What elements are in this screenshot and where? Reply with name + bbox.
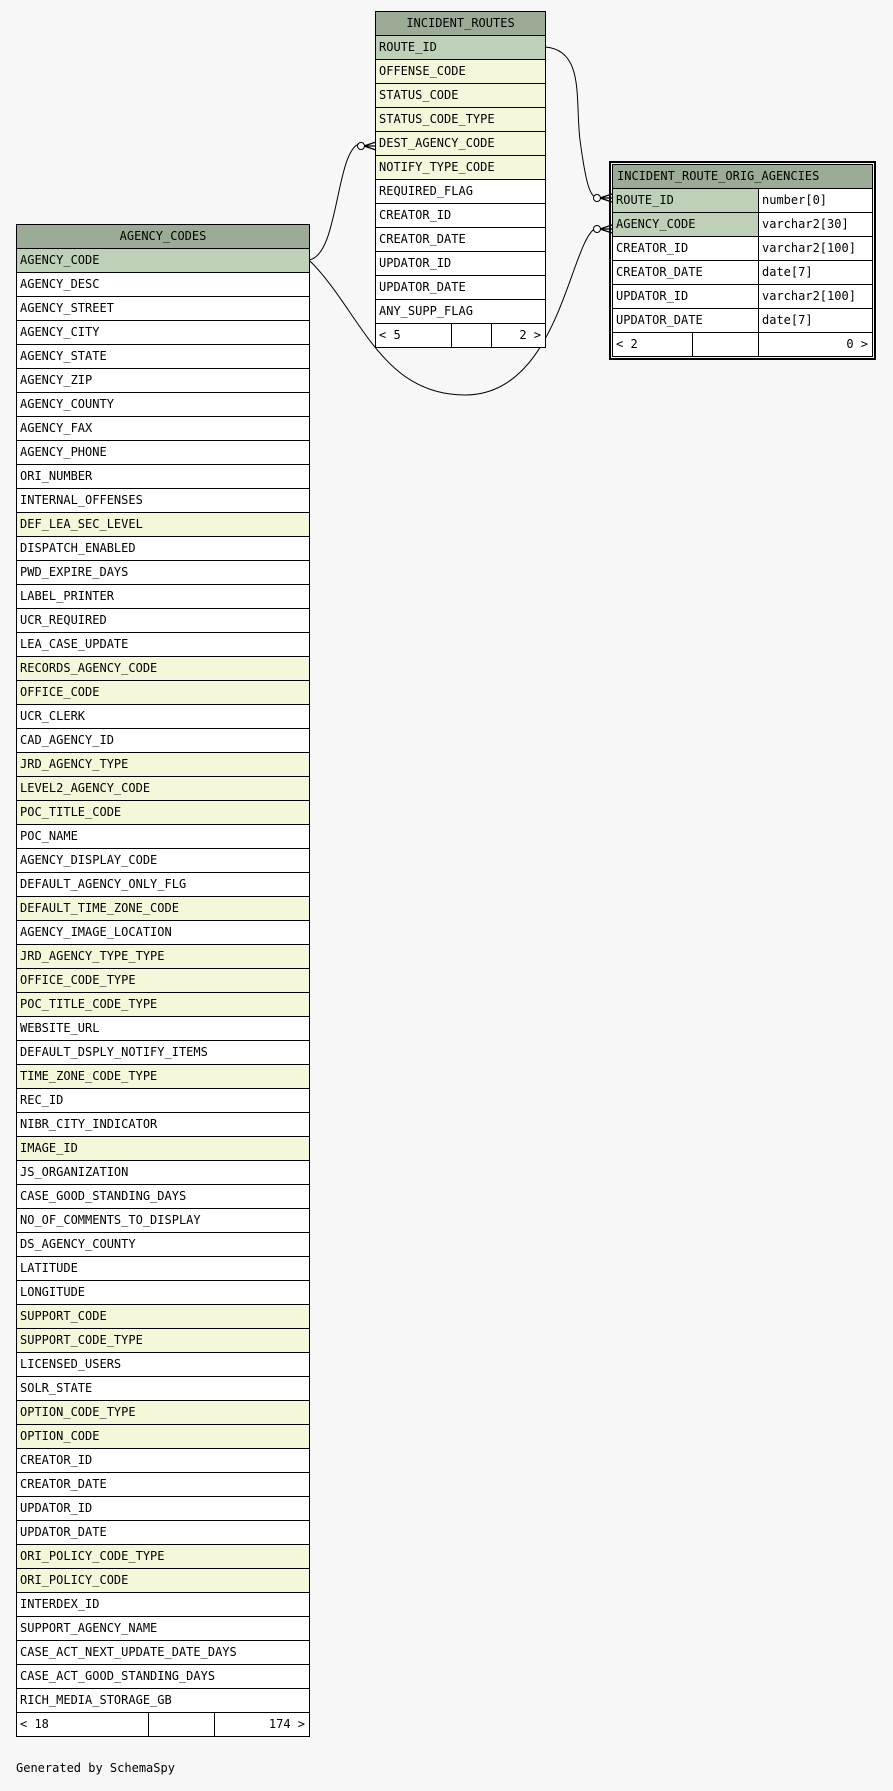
column-type: varchar2[30] — [759, 213, 873, 237]
column-name: AGENCY_PHONE — [17, 441, 310, 465]
column-name: JRD_AGENCY_TYPE — [17, 753, 310, 777]
column-name: UPDATOR_ID — [376, 252, 546, 276]
column-name: LABEL_PRINTER — [17, 585, 310, 609]
child-count[interactable]: 0 > — [759, 333, 873, 357]
column-name: UPDATOR_ID — [17, 1497, 310, 1521]
column-name: STATUS_CODE_TYPE — [376, 108, 546, 132]
column-row-poc-title-code-type[interactable] — [17, 993, 310, 1017]
column-row-agency-code[interactable] — [17, 249, 310, 273]
column-row-agency-code[interactable] — [613, 213, 873, 237]
column-name: OPTION_CODE_TYPE — [17, 1401, 310, 1425]
column-row-ori-policy-code[interactable] — [17, 1569, 310, 1593]
column-name: AGENCY_STATE — [17, 345, 310, 369]
column-name: CASE_ACT_NEXT_UPDATE_DATE_DAYS — [17, 1641, 310, 1665]
column-name: OPTION_CODE — [17, 1425, 310, 1449]
column-name: DEFAULT_DSPLY_NOTIFY_ITEMS — [17, 1041, 310, 1065]
column-name: AGENCY_FAX — [17, 417, 310, 441]
column-row-case-act-good-standing-days[interactable] — [17, 1665, 310, 1689]
column-name: OFFENSE_CODE — [376, 60, 546, 84]
footer-spacer — [693, 333, 759, 357]
column-name: ROUTE_ID — [613, 189, 759, 213]
column-row-pwd-expire-days[interactable] — [17, 561, 310, 585]
column-row-agency-zip[interactable] — [17, 369, 310, 393]
column-row-route-id[interactable] — [613, 189, 873, 213]
column-row-updator-date[interactable] — [376, 276, 546, 300]
column-name: INTERDEX_ID — [17, 1593, 310, 1617]
table-agency-codes[interactable] — [16, 224, 310, 1737]
column-row-case-good-standing-days[interactable] — [17, 1185, 310, 1209]
generated-by-note: Generated by SchemaSpy — [16, 1761, 175, 1775]
column-name: ORI_NUMBER — [17, 465, 310, 489]
column-name: DISPATCH_ENABLED — [17, 537, 310, 561]
column-row-time-zone-code-type[interactable] — [17, 1065, 310, 1089]
column-name: JS_ORGANIZATION — [17, 1161, 310, 1185]
table-title[interactable]: INCIDENT_ROUTE_ORIG_AGENCIES — [613, 165, 873, 189]
column-name: NIBR_CITY_INDICATOR — [17, 1113, 310, 1137]
column-row-status-code[interactable] — [376, 84, 546, 108]
column-row-js-organization[interactable] — [17, 1161, 310, 1185]
column-row-default-agency-only-flg[interactable] — [17, 873, 310, 897]
column-row-records-agency-code[interactable] — [17, 657, 310, 681]
column-row-ori-number[interactable] — [17, 465, 310, 489]
column-row-agency-fax[interactable] — [17, 417, 310, 441]
column-name: CREATOR_DATE — [376, 228, 546, 252]
column-name: POC_TITLE_CODE — [17, 801, 310, 825]
column-name: ORI_POLICY_CODE — [17, 1569, 310, 1593]
column-name: UPDATOR_DATE — [613, 309, 759, 333]
relationship-route-to-orig-route — [545, 47, 596, 198]
column-name: DEFAULT_TIME_ZONE_CODE — [17, 897, 310, 921]
column-row-agency-city[interactable] — [17, 321, 310, 345]
column-row-agency-phone[interactable] — [17, 441, 310, 465]
column-row-default-dsply-notify-items[interactable] — [17, 1041, 310, 1065]
column-row-updator-id[interactable] — [613, 285, 873, 309]
column-name: AGENCY_CITY — [17, 321, 310, 345]
relationship-optional-marker — [594, 226, 601, 233]
column-row-agency-street[interactable] — [17, 297, 310, 321]
column-row-offense-code[interactable] — [376, 60, 546, 84]
column-name: POC_NAME — [17, 825, 310, 849]
column-name: CASE_GOOD_STANDING_DAYS — [17, 1185, 310, 1209]
table-title[interactable]: INCIDENT_ROUTES — [376, 12, 546, 36]
relationship-crowfoot — [600, 194, 612, 202]
column-row-office-code-type[interactable] — [17, 969, 310, 993]
column-row-creator-id[interactable] — [376, 204, 546, 228]
column-name: DEF_LEA_SEC_LEVEL — [17, 513, 310, 537]
column-name: OFFICE_CODE — [17, 681, 310, 705]
footer-spacer — [149, 1713, 215, 1737]
column-name: CREATOR_DATE — [17, 1473, 310, 1497]
column-row-updator-date[interactable] — [17, 1521, 310, 1545]
column-row-updator-id[interactable] — [17, 1497, 310, 1521]
parent-count[interactable]: < 5 — [376, 324, 452, 348]
column-name: CASE_ACT_GOOD_STANDING_DAYS — [17, 1665, 310, 1689]
column-row-licensed-users[interactable] — [17, 1353, 310, 1377]
column-row-image-id[interactable] — [17, 1137, 310, 1161]
column-row-label-printer[interactable] — [17, 585, 310, 609]
column-row-creator-date[interactable] — [613, 261, 873, 285]
column-name: DS_AGENCY_COUNTY — [17, 1233, 310, 1257]
column-row-creator-id[interactable] — [17, 1449, 310, 1473]
column-name: UPDATOR_ID — [613, 285, 759, 309]
column-row-rec-id[interactable] — [17, 1089, 310, 1113]
column-row-dest-agency-code[interactable] — [376, 132, 546, 156]
column-name: LEA_CASE_UPDATE — [17, 633, 310, 657]
column-row-agency-image-location[interactable] — [17, 921, 310, 945]
column-row-any-supp-flag[interactable] — [376, 300, 546, 324]
column-name: RICH_MEDIA_STORAGE_GB — [17, 1689, 310, 1713]
column-name: TIME_ZONE_CODE_TYPE — [17, 1065, 310, 1089]
column-row-route-id[interactable] — [376, 36, 546, 60]
column-name: JRD_AGENCY_TYPE_TYPE — [17, 945, 310, 969]
column-name: AGENCY_CODE — [17, 249, 310, 273]
column-row-ds-agency-county[interactable] — [17, 1233, 310, 1257]
column-name: LONGITUDE — [17, 1281, 310, 1305]
column-name: CREATOR_ID — [376, 204, 546, 228]
column-name: WEBSITE_URL — [17, 1017, 310, 1041]
column-row-creator-date[interactable] — [376, 228, 546, 252]
column-name: AGENCY_DESC — [17, 273, 310, 297]
child-count[interactable]: 174 > — [215, 1713, 310, 1737]
column-name: NOTIFY_TYPE_CODE — [376, 156, 546, 180]
column-type: varchar2[100] — [759, 285, 873, 309]
column-row-no-of-comments-to-display[interactable] — [17, 1209, 310, 1233]
column-name: UCR_REQUIRED — [17, 609, 310, 633]
column-row-ucr-required[interactable] — [17, 609, 310, 633]
column-name: POC_TITLE_CODE_TYPE — [17, 993, 310, 1017]
column-row-default-time-zone-code[interactable] — [17, 897, 310, 921]
column-name: ORI_POLICY_CODE_TYPE — [17, 1545, 310, 1569]
column-name: STATUS_CODE — [376, 84, 546, 108]
column-row-updator-id[interactable] — [376, 252, 546, 276]
column-name: REC_ID — [17, 1089, 310, 1113]
column-name: SOLR_STATE — [17, 1377, 310, 1401]
column-row-agency-display-code[interactable] — [17, 849, 310, 873]
parent-count[interactable]: < 18 — [17, 1713, 149, 1737]
table-title[interactable]: AGENCY_CODES — [17, 225, 310, 249]
column-row-option-code[interactable] — [17, 1425, 310, 1449]
column-name: PWD_EXPIRE_DAYS — [17, 561, 310, 585]
column-name: OFFICE_CODE_TYPE — [17, 969, 310, 993]
column-row-agency-county[interactable] — [17, 393, 310, 417]
column-name: IMAGE_ID — [17, 1137, 310, 1161]
table-footer — [376, 324, 546, 348]
child-count[interactable]: 2 > — [492, 324, 546, 348]
column-row-creator-date[interactable] — [17, 1473, 310, 1497]
column-name: REQUIRED_FLAG — [376, 180, 546, 204]
column-row-website-url[interactable] — [17, 1017, 310, 1041]
column-row-ucr-clerk[interactable] — [17, 705, 310, 729]
column-name: CREATOR_ID — [613, 237, 759, 261]
column-name: AGENCY_DISPLAY_CODE — [17, 849, 310, 873]
column-name: LICENSED_USERS — [17, 1353, 310, 1377]
column-row-support-agency-name[interactable] — [17, 1617, 310, 1641]
column-row-updator-date[interactable] — [613, 309, 873, 333]
column-name: NO_OF_COMMENTS_TO_DISPLAY — [17, 1209, 310, 1233]
parent-count[interactable]: < 2 — [613, 333, 693, 357]
column-row-notify-type-code[interactable] — [376, 156, 546, 180]
column-row-nibr-city-indicator[interactable] — [17, 1113, 310, 1137]
column-type: date[7] — [759, 261, 873, 285]
table-footer — [17, 1713, 310, 1737]
column-row-solr-state[interactable] — [17, 1377, 310, 1401]
column-name: RECORDS_AGENCY_CODE — [17, 657, 310, 681]
column-row-latitude[interactable] — [17, 1257, 310, 1281]
relationship-agency-to-dest-agency — [309, 143, 362, 260]
column-name: AGENCY_IMAGE_LOCATION — [17, 921, 310, 945]
column-row-ori-policy-code-type[interactable] — [17, 1545, 310, 1569]
column-name: LATITUDE — [17, 1257, 310, 1281]
relationship-crowfoot — [600, 225, 612, 233]
column-name: AGENCY_COUNTY — [17, 393, 310, 417]
column-name: UPDATOR_DATE — [17, 1521, 310, 1545]
column-name: SUPPORT_CODE_TYPE — [17, 1329, 310, 1353]
column-row-cad-agency-id[interactable] — [17, 729, 310, 753]
column-name: AGENCY_CODE — [613, 213, 759, 237]
relationship-optional-marker — [594, 195, 601, 202]
column-row-support-code[interactable] — [17, 1305, 310, 1329]
column-row-agency-state[interactable] — [17, 345, 310, 369]
column-row-office-code[interactable] — [17, 681, 310, 705]
footer-spacer — [452, 324, 492, 348]
table-incident-route-orig-agencies[interactable] — [612, 164, 873, 357]
column-name: AGENCY_STREET — [17, 297, 310, 321]
column-name: SUPPORT_CODE — [17, 1305, 310, 1329]
column-name: DEFAULT_AGENCY_ONLY_FLG — [17, 873, 310, 897]
column-row-jrd-agency-type[interactable] — [17, 753, 310, 777]
column-type: date[7] — [759, 309, 873, 333]
column-row-interdex-id[interactable] — [17, 1593, 310, 1617]
column-row-option-code-type[interactable] — [17, 1401, 310, 1425]
column-row-jrd-agency-type-type[interactable] — [17, 945, 310, 969]
column-row-rich-media-storage-gb[interactable] — [17, 1689, 310, 1713]
column-row-level2-agency-code[interactable] — [17, 777, 310, 801]
column-name: AGENCY_ZIP — [17, 369, 310, 393]
column-type: number[0] — [759, 189, 873, 213]
column-row-status-code-type[interactable] — [376, 108, 546, 132]
table-incident-routes[interactable] — [375, 11, 546, 348]
table-footer — [613, 333, 873, 357]
column-row-internal-offenses[interactable] — [17, 489, 310, 513]
column-name: UCR_CLERK — [17, 705, 310, 729]
relationship-optional-marker — [358, 143, 365, 150]
column-row-creator-id[interactable] — [613, 237, 873, 261]
column-row-support-code-type[interactable] — [17, 1329, 310, 1353]
column-name: UPDATOR_DATE — [376, 276, 546, 300]
column-name: CAD_AGENCY_ID — [17, 729, 310, 753]
column-row-agency-desc[interactable] — [17, 273, 310, 297]
column-row-poc-title-code[interactable] — [17, 801, 310, 825]
column-row-def-lea-sec-level[interactable] — [17, 513, 310, 537]
column-type: varchar2[100] — [759, 237, 873, 261]
column-row-case-act-next-update-date-days[interactable] — [17, 1641, 310, 1665]
column-name: INTERNAL_OFFENSES — [17, 489, 310, 513]
column-name: ROUTE_ID — [376, 36, 546, 60]
column-row-dispatch-enabled[interactable] — [17, 537, 310, 561]
column-row-lea-case-update[interactable] — [17, 633, 310, 657]
column-name: CREATOR_DATE — [613, 261, 759, 285]
column-name: CREATOR_ID — [17, 1449, 310, 1473]
column-name: ANY_SUPP_FLAG — [376, 300, 546, 324]
column-row-required-flag[interactable] — [376, 180, 546, 204]
column-name: SUPPORT_AGENCY_NAME — [17, 1617, 310, 1641]
column-row-poc-name[interactable] — [17, 825, 310, 849]
column-name: LEVEL2_AGENCY_CODE — [17, 777, 310, 801]
column-row-longitude[interactable] — [17, 1281, 310, 1305]
column-name: DEST_AGENCY_CODE — [376, 132, 546, 156]
